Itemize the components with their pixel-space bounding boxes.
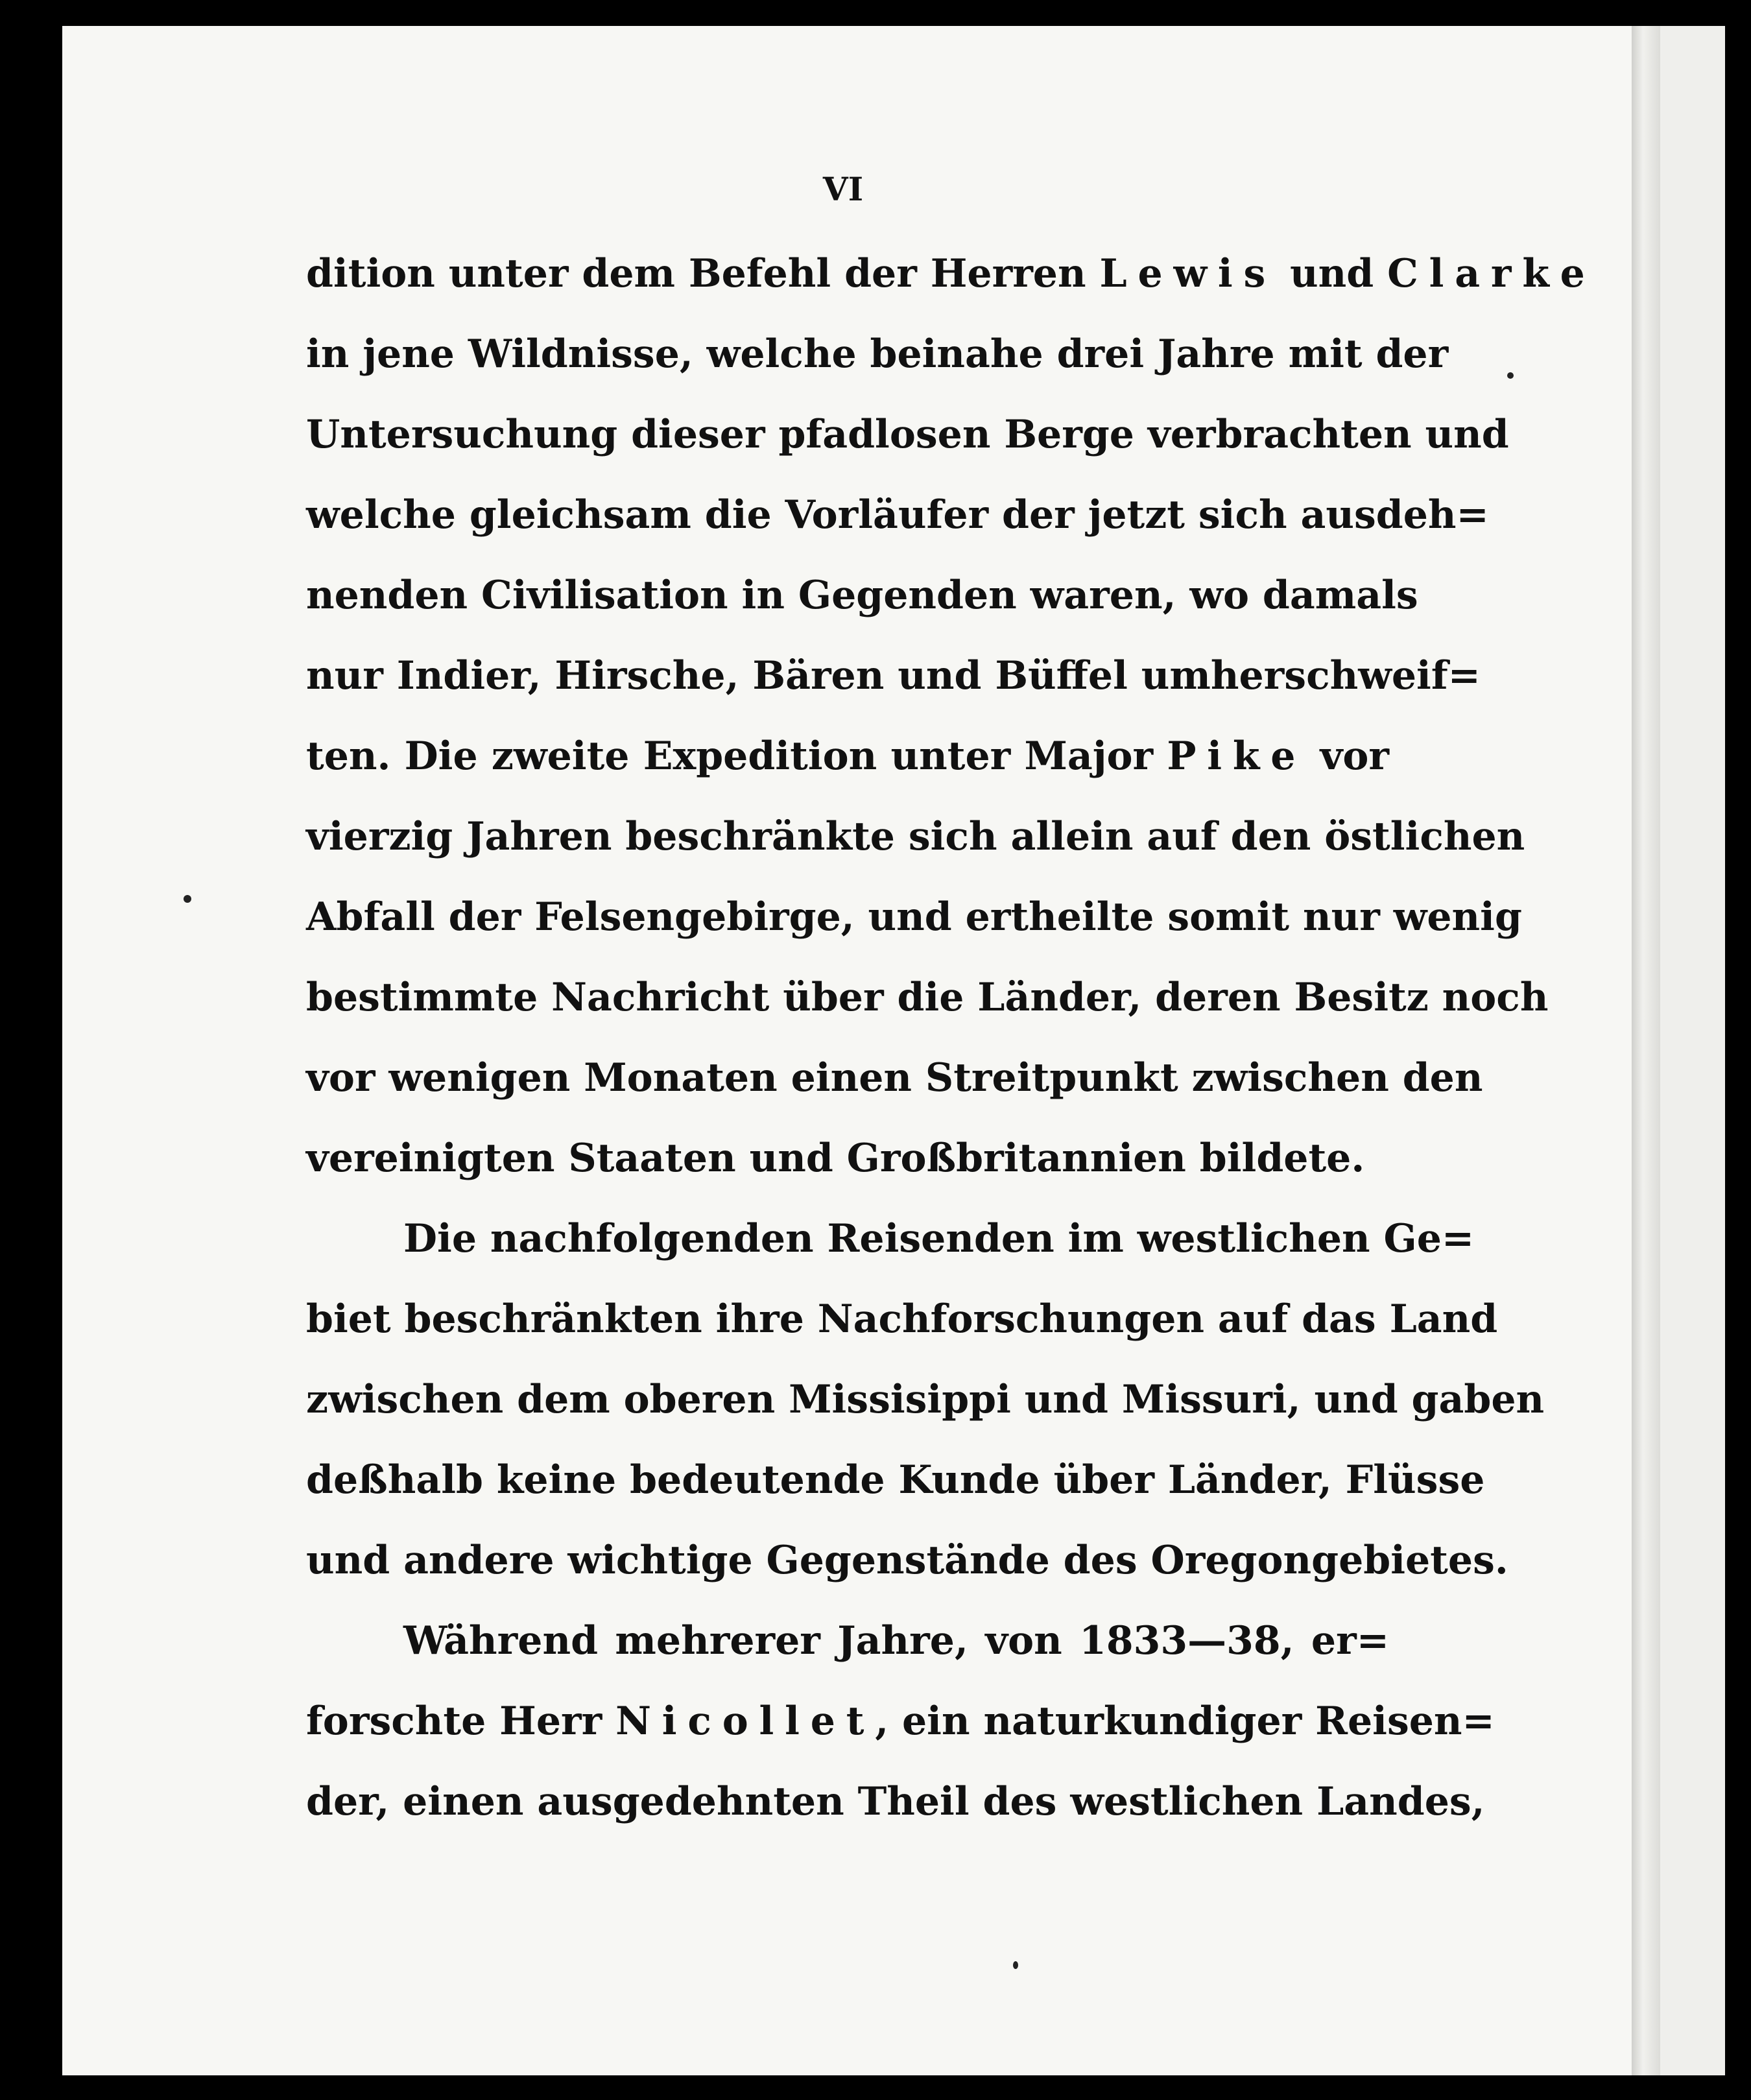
dust-speck <box>184 895 191 903</box>
text-line: vereinigten Staaten und Großbritannien bildete. <box>306 1136 1365 1181</box>
text-line: Abfall der Felsengebirge, und ertheilte somit nur wenig <box>306 894 1522 940</box>
name-pike: Pike <box>1167 734 1307 779</box>
dust-speck <box>1013 1961 1018 1969</box>
text-line: nenden Civilisation in Gegenden waren, wo damals <box>306 573 1418 618</box>
text-line: forschte Herr Nicollet, ein naturkundiger Reisen= <box>306 1699 1495 1744</box>
page-edge <box>1632 26 1660 2075</box>
text-line: zwischen dem oberen Missisippi und Missuri, und gaben <box>306 1377 1545 1422</box>
text-line: Untersuchung dieser pfadlosen Berge verbrachten und <box>306 412 1509 457</box>
body-text <box>306 233 1596 1842</box>
paragraph-start-line: Während mehrerer Jahre, von 1833—38, er= <box>403 1618 1389 1664</box>
text-line: deßhalb keine bedeutende Kunde über Länder, Flüsse <box>306 1457 1485 1503</box>
text-line: in jene Wildnisse, welche beinahe drei Jahre mit der <box>306 331 1449 377</box>
name-nicollet: Nicollet <box>615 1699 876 1744</box>
dust-speck <box>1507 372 1514 379</box>
text-line: und andere wichtige Gegenstände des Oregongebietes. <box>306 1538 1508 1583</box>
paragraph-start-line: Die nachfolgenden Reisenden im westlichen Ge= <box>403 1216 1475 1261</box>
name-lewis: Lewis <box>1099 251 1277 296</box>
text-line: vor wenigen Monaten einen Streitpunkt zwischen den <box>306 1055 1483 1101</box>
text-line: der, einen ausgedehnten Theil des westlichen Landes, <box>306 1779 1485 1824</box>
text-line: welche gleichsam die Vorläufer der jetzt sich ausdeh= <box>306 492 1489 538</box>
text-line: nur Indier, Hirsche, Bären und Büffel umherschweif= <box>306 653 1481 698</box>
adjacent-page-strip <box>1660 26 1725 2075</box>
name-clarke: Clarke <box>1387 251 1596 296</box>
text-line: biet beschränkten ihre Nachforschungen auf das Land <box>306 1296 1498 1342</box>
text-line: vierzig Jahren beschränkte sich allein auf den östlichen <box>306 814 1525 859</box>
page-number: VI <box>822 170 864 208</box>
text-line: bestimmte Nachricht über die Länder, deren Besitz noch <box>306 975 1549 1020</box>
text-line: ten. Die zweite Expedition unter Major Pike vor <box>306 734 1389 779</box>
text-line: dition unter dem Befehl der Herren Lewis und Clarke <box>306 251 1596 296</box>
